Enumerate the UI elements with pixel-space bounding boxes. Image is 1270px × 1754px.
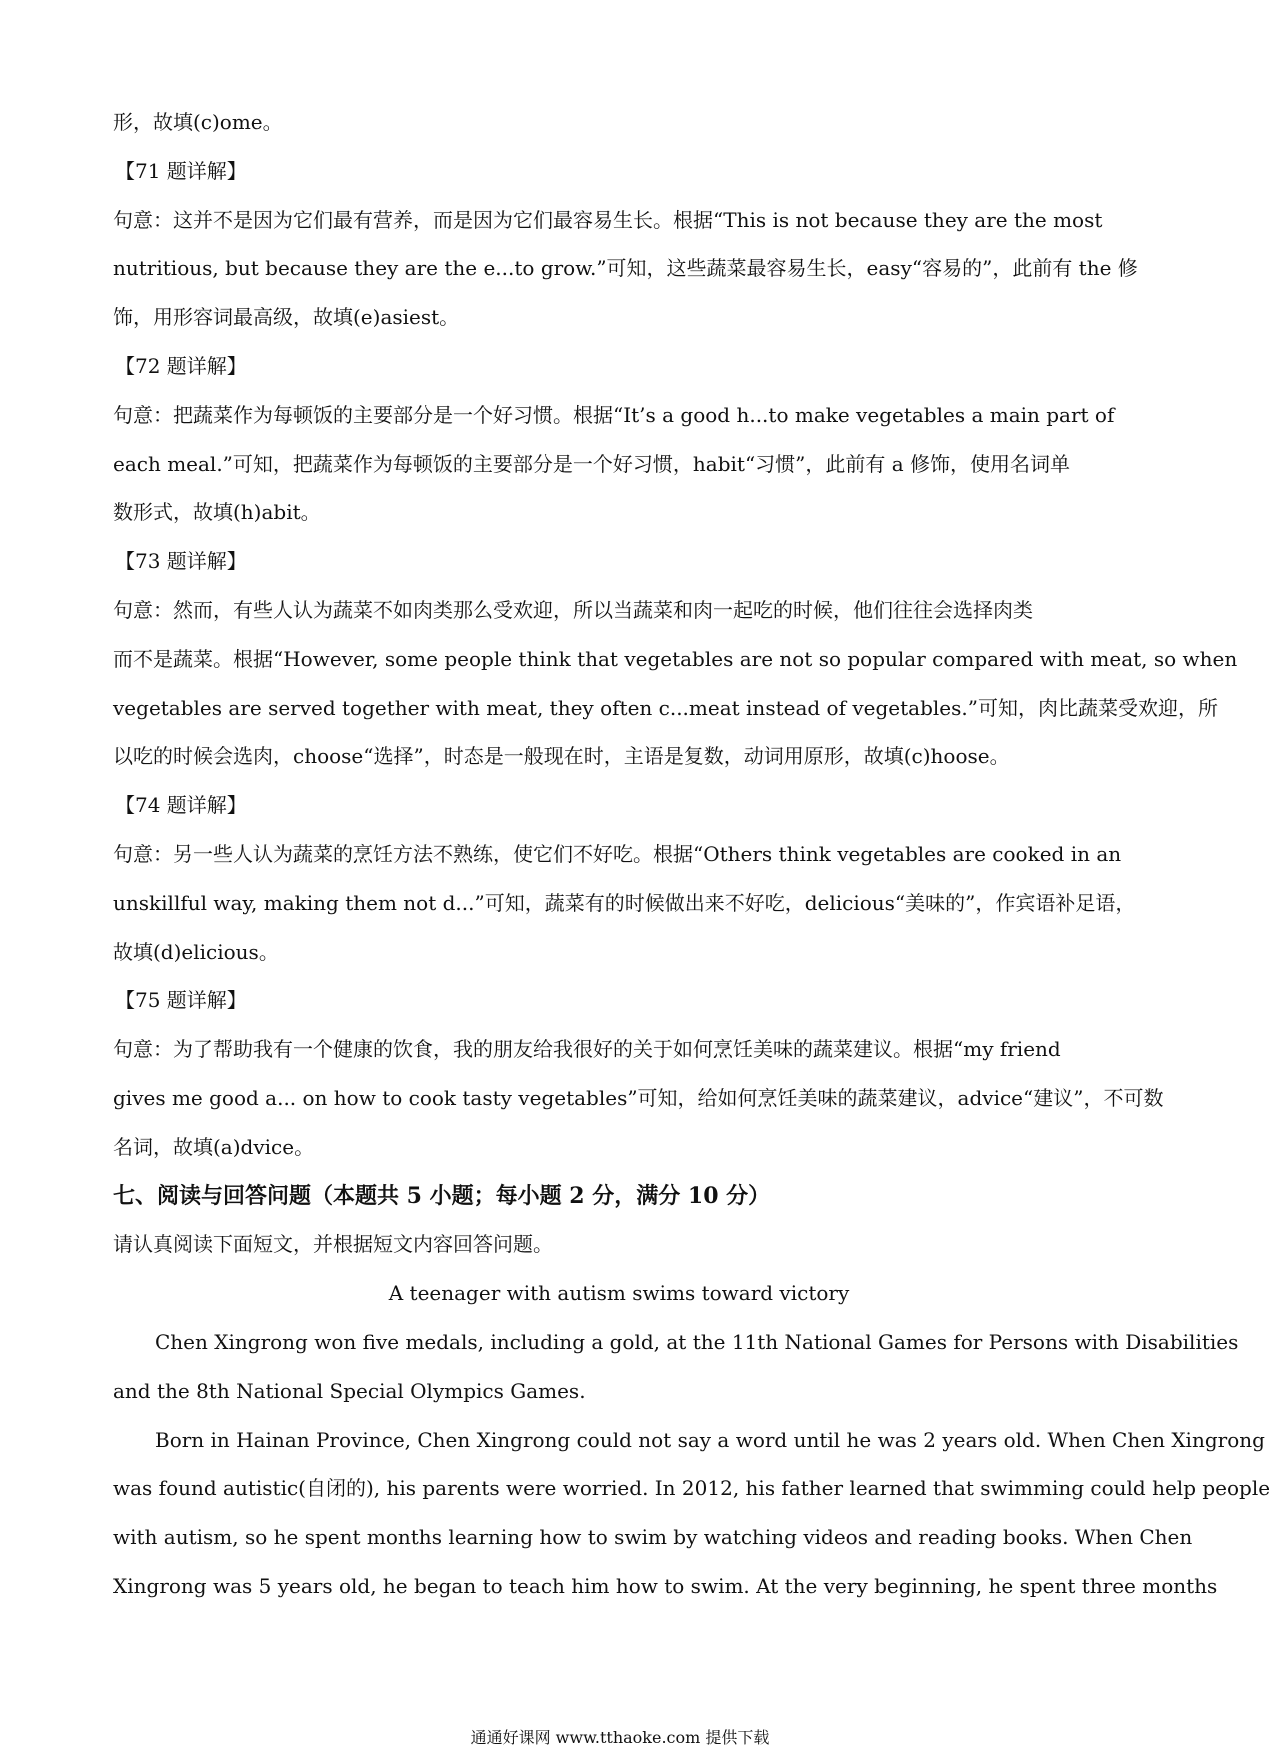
question-75-heading: 【75 题详解】 bbox=[115, 988, 247, 1013]
question-73-heading: 【73 题详解】 bbox=[115, 549, 247, 574]
text-line: each meal.”可知，把蔬菜作为每顿饭的主要部分是一个好习惯，habit“习惯”，此前有 a 修饰，使用名词单 bbox=[113, 451, 1071, 476]
text-line: 句意：然而，有些人认为蔬菜不如肉类那么受欢迎，所以当蔬菜和肉一起吃的时候，他们往往会选择肉类 bbox=[113, 597, 1033, 622]
text-line: 句意：这并不是因为它们最有营养，而是因为它们最容易生长。根据“This is not because they are the most bbox=[113, 207, 1103, 232]
question-71-heading: 【71 题详解】 bbox=[115, 158, 247, 183]
passage-line: and the 8th National Special Olympics Games. bbox=[113, 1378, 586, 1403]
text-line: 故填(d)elicious。 bbox=[113, 939, 279, 964]
text-line: unskillful way, making them not d...”可知，蔬菜有的时候做出来不好吃，delicious“美味的”，作宾语补足语， bbox=[113, 890, 1136, 915]
passage-line: was found autistic(自闭的), his parents were worried. In 2012, his father learned that swimming could help people bbox=[113, 1476, 1270, 1501]
text-line: 数形式，故填(h)abit。 bbox=[113, 500, 321, 525]
passage-title: A teenager with autism swims toward victory bbox=[388, 1281, 850, 1306]
text-line: 以吃的时候会选肉，choose“选择”，时态是一般现在时，主语是复数，动词用原形，故填(c)hoose。 bbox=[113, 744, 1010, 769]
question-74-heading: 【74 题详解】 bbox=[115, 793, 247, 818]
text-line: 饰，用形容词最高级，故填(e)asiest。 bbox=[113, 305, 460, 330]
page-content bbox=[113, 98, 1270, 1611]
text-line: vegetables are served together with meat, they often c...meat instead of vegetables.”可知，肉比蔬菜受欢迎，所 bbox=[113, 695, 1218, 720]
question-72-heading: 【72 题详解】 bbox=[115, 353, 247, 378]
section-heading: 七、阅读与回答问题（本题共 5 小题；每小题 2 分，满分 10 分） bbox=[113, 1182, 771, 1209]
passage-line: with autism, so he spent months learning how to swim by watching videos and reading books. When Chen bbox=[113, 1525, 1193, 1550]
text-line: gives me good a... on how to cook tasty vegetables”可知，给如何烹饪美味的蔬菜建议，advice“建议”，不可数 bbox=[113, 1085, 1164, 1110]
text-line: 句意：另一些人认为蔬菜的烹饪方法不熟练，使它们不好吃。根据“Others think vegetables are cooked in an bbox=[113, 841, 1122, 866]
passage-line: Chen Xingrong won five medals, including a gold, at the 11th National Games for Persons with Disabilities bbox=[155, 1329, 1239, 1354]
passage-line: Born in Hainan Province, Chen Xingrong could not say a word until he was 2 years old. When Chen Xingrong bbox=[155, 1427, 1265, 1452]
text-line: 形，故填(c)ome。 bbox=[113, 110, 283, 134]
text-line: 句意：为了帮助我有一个健康的饮食，我的朋友给我很好的关于如何烹饪美味的蔬菜建议。根据“my friend bbox=[113, 1037, 1061, 1062]
text-line: 句意：把蔬菜作为每顿饭的主要部分是一个好习惯。根据“It’s a good h...to make vegetables a main part of bbox=[113, 402, 1115, 427]
text-line: 名词，故填(a)dvice。 bbox=[113, 1134, 315, 1159]
text-line: nutritious, but because they are the e...to grow.”可知，这些蔬菜最容易生长，easy“容易的”，此前有 the 修 bbox=[113, 256, 1138, 281]
page-footer: 通通好课网 www.tthaoke.com 提供下载 bbox=[470, 1728, 770, 1747]
passage-line: Xingrong was 5 years old, he began to teach him how to swim. At the very beginning, he spent three months bbox=[113, 1573, 1218, 1598]
instruction-text: 请认真阅读下面短文，并根据短文内容回答问题。 bbox=[113, 1232, 553, 1257]
text-line: 而不是蔬菜。根据“However, some people think that vegetables are not so popular compared with meat, so when bbox=[113, 646, 1238, 671]
